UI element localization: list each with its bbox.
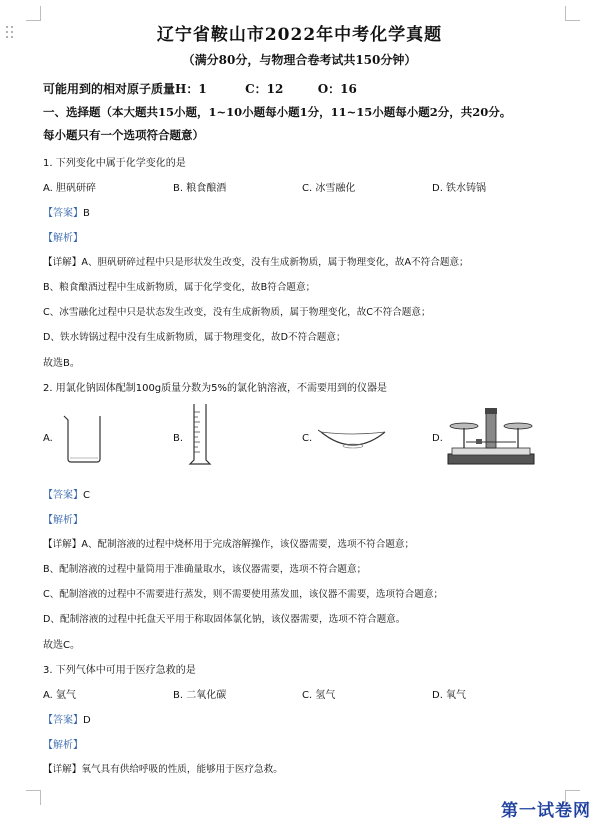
q3-option-d[interactable]: D. 氧气	[432, 690, 467, 701]
answer-label: 【答案】	[43, 715, 83, 726]
evaporating-dish-icon[interactable]	[318, 422, 388, 454]
question-1-stem: 1. 下列变化中属于化学变化的是	[43, 158, 186, 169]
q2-option-a[interactable]: A.	[43, 433, 53, 444]
answer-value: D	[83, 715, 91, 726]
q1-answer	[43, 204, 90, 219]
q2-detail-d: D、配制溶液的过程中托盘天平用于称取固体氯化钠，该仪器需要，选项不符合题意。	[43, 614, 406, 625]
q3-answer	[43, 711, 91, 726]
crop-mark-bottom-left	[26, 790, 41, 805]
q3-option-c[interactable]: C. 氢气	[302, 690, 336, 701]
page-title: 辽宁省鞍山市2022年中考化学真题	[156, 25, 443, 45]
q2-detail-b: B、配制溶液的过程中量筒用于准确量取水，该仪器需要，选项不符合题意；	[43, 564, 367, 575]
section-heading: 一、选择题（本大题共15小题，1~10小题每小题1分，11~15小题每小题2分，共20分。	[43, 105, 512, 119]
beaker-icon[interactable]	[60, 412, 108, 464]
q3-detail: 【详解】氧气具有供给呼吸的性质，能够用于医疗急救。	[43, 764, 283, 775]
answer-value: B	[83, 208, 90, 219]
atomic-mass-line	[43, 80, 357, 97]
atomic-mass-c: C：12	[245, 82, 284, 96]
answer-label: 【答案】	[43, 490, 83, 501]
question-2-stem: 2. 用氯化钠固体配制100g质量分数为5%的氯化钠溶液，不需要用到的仪器是	[43, 383, 388, 394]
q1-analysis-label: 【解析】	[43, 233, 83, 244]
q2-option-d[interactable]: D.	[432, 433, 443, 444]
q3-option-a[interactable]: A. 氩气	[43, 690, 77, 701]
q2-conclusion: 故选C。	[43, 640, 80, 651]
page-subtitle: （满分80分，与物理合卷考试共150分钟）	[182, 53, 417, 67]
q1-detail-c: C、冰雪融化过程中只是状态发生改变，没有生成新物质，属于物理变化，故C不符合题意；	[43, 307, 431, 318]
q1-detail-a: 【详解】A、胆矾研碎过程中只是形状发生改变，没有生成新物质，属于物理变化，故A不符合题意；	[43, 257, 469, 268]
q1-option-a[interactable]: A. 胆矾研碎	[43, 183, 97, 194]
q2-answer	[43, 486, 90, 501]
site-watermark: 第一试卷网	[501, 801, 591, 821]
q1-detail-b: B、粮食酿酒过程中生成新物质，属于化学变化，故B符合题意；	[43, 282, 316, 293]
q1-detail-d: D、铁水铸锅过程中没有生成新物质，属于物理变化，故D不符合题意；	[43, 332, 346, 343]
crop-mark-top-left	[26, 6, 41, 21]
q1-option-b[interactable]: B. 粮食酿酒	[173, 183, 227, 194]
question-3-stem: 3. 下列气体中可用于医疗急救的是	[43, 665, 196, 676]
q2-detail-a: 【详解】A、配制溶液的过程中烧杯用于完成溶解操作，该仪器需要，选项不符合题意；	[43, 539, 415, 550]
q2-analysis-label: 【解析】	[43, 515, 83, 526]
balance-scale-icon[interactable]	[446, 406, 536, 468]
q2-option-b[interactable]: B.	[173, 433, 184, 444]
q3-option-b[interactable]: B. 二氧化碳	[173, 690, 227, 701]
q1-conclusion: 故选B。	[43, 358, 80, 369]
atomic-mass-o: O：16	[317, 82, 357, 96]
atomic-mass-label: 可能用到的相对原子质量H：1	[43, 82, 207, 96]
crop-mark-top-right	[565, 6, 580, 21]
section-heading-2: 每小题只有一个选项符合题意）	[43, 128, 204, 142]
q1-option-d[interactable]: D. 铁水铸锅	[432, 183, 487, 194]
q3-analysis-label: 【解析】	[43, 740, 83, 751]
q1-option-c[interactable]: C. 冰雪融化	[302, 183, 356, 194]
graduated-cylinder-icon[interactable]	[186, 402, 214, 468]
answer-value: C	[83, 490, 90, 501]
answer-label: 【答案】	[43, 208, 83, 219]
q2-option-c[interactable]: C.	[302, 433, 313, 444]
q2-detail-c: C、配制溶液的过程中不需要进行蒸发，则不需要使用蒸发皿，该仪器不需要，选项符合题意；	[43, 589, 444, 600]
